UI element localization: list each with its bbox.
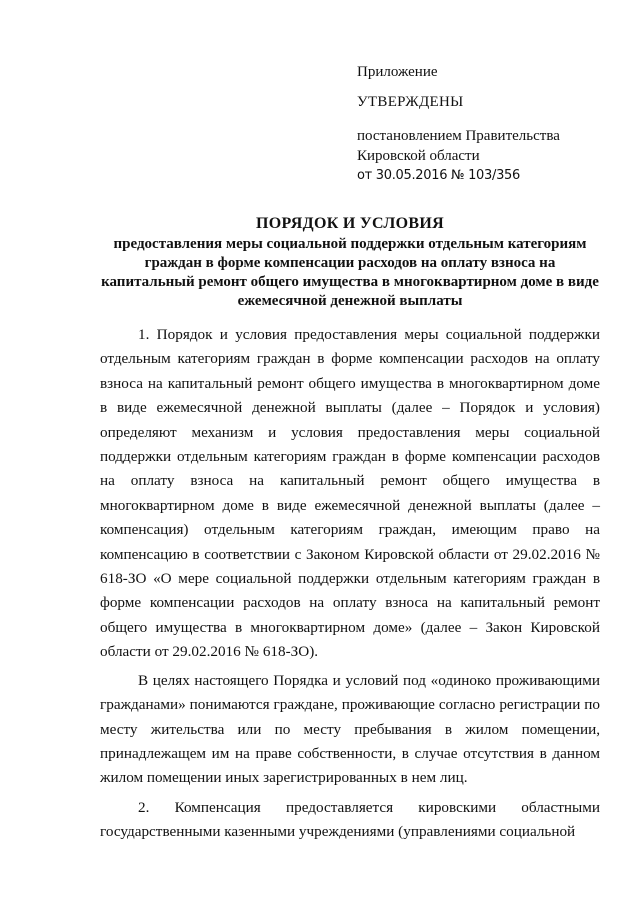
- approved-label: УТВЕРЖДЕНЫ: [357, 94, 464, 110]
- title-subtitle: предоставления меры социальной поддержки отдельным категориям граждан в форме компенсации расходов на оплату взноса на капитальный ремонт общего имущества в многоквартирном доме в виде ежемесячной денежной выплаты: [101, 236, 599, 309]
- resolution-number: от 30.05.2016 № 103/356: [357, 168, 520, 183]
- resolution-line-1: постановлением Правительства: [357, 128, 560, 144]
- resolution-line-2: Кировской области: [357, 148, 480, 164]
- paragraph-3: 2. Компенсация предоставляется кировскими областными государственными казенными учреждениями (управлениями социальной: [100, 798, 600, 841]
- paragraph-2: В целях настоящего Порядка и условий под «одиноко проживающими гражданами» понимаются граждане, проживающие согласно регистрации по месту жительства или по месту пребывания в жилом помещении, принадлежащем им на праве собственности, в случае отсутствия в данном жилом помещении иных зарегистрированных в нем лиц.: [100, 671, 600, 787]
- paragraph-1: 1. Порядок и условия предоставления меры социальной поддержки отдельным категориям граждан в форме компенсации расходов на оплату взноса на капитальный ремонт общего имущества в многоквартирном доме в виде ежемесячной денежной выплаты (далее – Порядок и условия) определяют механизм и условия предоставления меры социальной поддержки отдельным категориям граждан в форме компенсации расходов на оплату взноса на капитальный ремонт общего имущества в многоквартирном доме в виде ежемесячной денежной выплаты (далее – компенсация) отдельным категориям граждан, имеющим право на компенсацию в соответствии с Законом Кировской области от 29.02.2016 № 618-ЗО «О мере социальной поддержки отдельным категориям граждан в форме компенсации расходов на оплату взноса на капитальный ремонт общего имущества в многоквартирном доме» (далее – Закон Кировской области от 29.02.2016 № 618-ЗО).: [100, 326, 600, 661]
- document-body: [100, 323, 600, 845]
- title-main: ПОРЯДОК И УСЛОВИЯ: [256, 215, 444, 232]
- approval-block: [357, 62, 617, 186]
- appendix-label: Приложение: [357, 64, 438, 80]
- document-title: [100, 214, 600, 311]
